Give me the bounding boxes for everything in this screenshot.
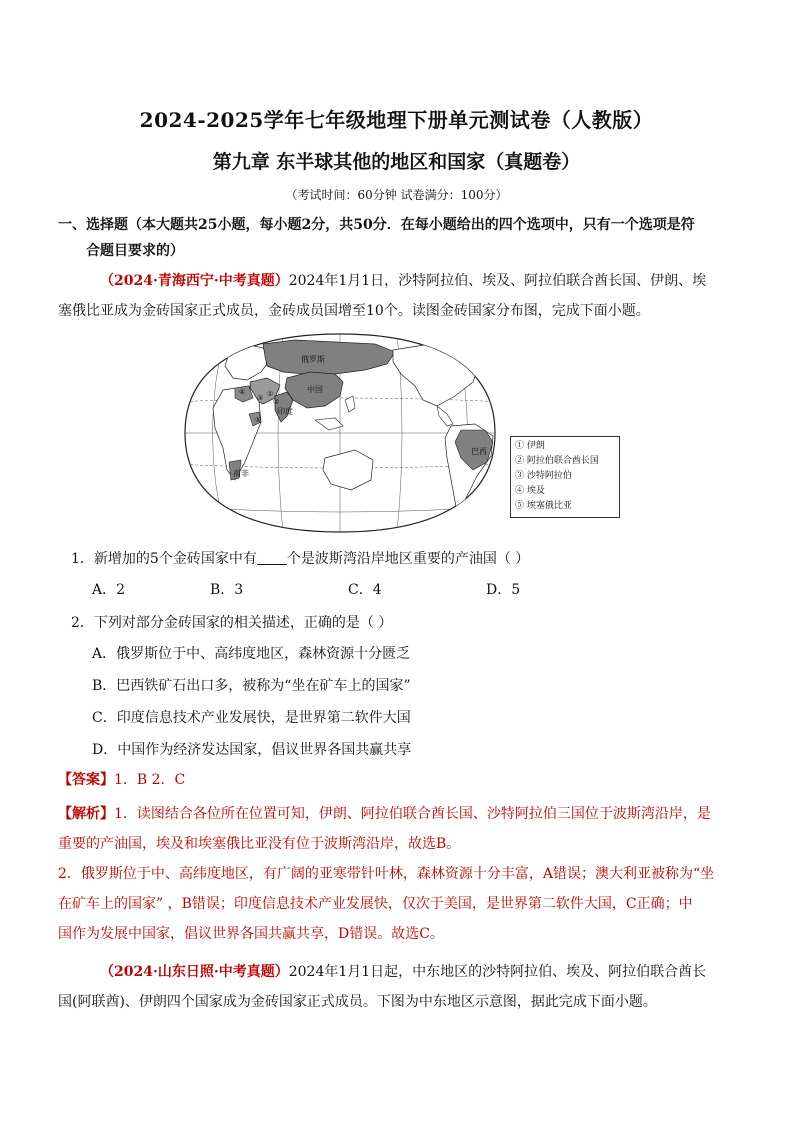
chapter-subtitle: 第九章 东半球其他的地区和国家（真题卷） [212, 151, 581, 173]
passage-text: 2024年1月1日，沙特阿拉伯、埃及、阿拉伯联合酋长国、伊朗、埃 [288, 273, 707, 289]
question-2: 2．下列对部分金砖国家的相关描述，正确的是（ ） [71, 615, 393, 631]
answer-text: 1．B 2．C [114, 772, 186, 788]
source-tag: （2024·山东日照·中考真题） [100, 964, 289, 980]
analysis-text: 2．俄罗斯位于中、高纬度地区，有广阔的亚寒带针叶林，森林资源十分丰富，A错误；澳大利亚被称为“坐 [58, 866, 715, 882]
passage-text: 2024年1月1日起，中东地区的沙特阿拉伯、埃及、阿拉伯联合酋长 [288, 964, 707, 980]
question-stem: 1．新增加的5个金砖国家中有 [71, 551, 257, 567]
label-south-africa: 南非 [233, 469, 249, 478]
q2-option-a: A．俄罗斯位于中、高纬度地区，森林资源十分匮乏 [92, 646, 411, 662]
question-1 [71, 548, 529, 570]
analysis-text: 在矿车上的国家” ，B错误；印度信息技术产业发展快，仅次于美国，是世界第二软件大国，C正确；中 [58, 896, 693, 912]
analysis [58, 799, 738, 949]
legend-item: ③ 沙特阿拉伯 [515, 471, 572, 481]
q1-option-b: B．3 [210, 582, 244, 598]
exam-info: （考试时间：60分钟 试卷满分：100分） [285, 188, 508, 202]
legend-item: ① 伊朗 [515, 441, 545, 451]
analysis-label: 【解析】 [58, 806, 114, 822]
section-heading-line2: 合题目要求的） [86, 243, 184, 259]
question-stem: 个是波斯湾沿岸地区重要的产油国（ ） [286, 551, 530, 567]
passage-1 [58, 266, 738, 326]
page-title: 2024-2025学年七年级地理下册单元测试卷（人教版） [139, 108, 654, 132]
legend-item: ④ 埃及 [515, 486, 545, 496]
analysis-text: 重要的产油国，埃及和埃塞俄比亚没有位于波斯湾沿岸，故选B。 [58, 836, 461, 852]
section-heading-line1: 一、选择题（本大题共25小题，每小题2分，共50分．在每小题给出的四个选项中，只有一个选项是符 [58, 217, 695, 233]
q1-option-d: D．5 [486, 582, 521, 598]
passage-2 [58, 957, 738, 1017]
svg-text:⑤: ⑤ [255, 416, 262, 424]
label-india: 印度 [277, 407, 293, 416]
brics-world-map [175, 330, 505, 536]
legend-item: ⑤ 埃塞俄比亚 [515, 501, 572, 511]
legend-item: ② 阿拉伯联合酋长国 [515, 456, 599, 466]
source-tag: （2024·青海西宁·中考真题） [100, 273, 289, 289]
analysis-text: 1．读图结合各位所在位置可知，伊朗、阿拉伯联合酋长国、沙特阿拉伯三国位于波斯湾沿岸，是 [114, 806, 711, 822]
answer-blank [257, 550, 287, 565]
svg-text:④: ④ [239, 388, 246, 396]
svg-text:③: ③ [257, 394, 264, 402]
label-russia: 俄罗斯 [301, 355, 325, 364]
svg-text:①: ① [267, 390, 274, 398]
q2-option-c: C．印度信息技术产业发展快，是世界第二软件大国 [92, 710, 411, 726]
q2-option-d: D．中国作为经济发达国家，倡议世界各国共赢共享 [92, 742, 412, 758]
q1-option-a: A．2 [92, 582, 126, 598]
passage-text: 国(阿联酋)、伊朗四个国家成为金砖国家正式成员。下图为中东地区示意图，据此完成下面小题。 [58, 994, 657, 1010]
map-legend [510, 436, 620, 518]
svg-text:②: ② [273, 398, 280, 406]
q2-option-b: B．巴西铁矿石出口多，被称为“坐在矿车上的国家” [92, 678, 411, 694]
answer-line [58, 765, 738, 795]
label-china: 中国 [307, 385, 323, 394]
analysis-text: 国作为发展中国家，倡议世界各国共赢共享，D错误。故选C。 [58, 926, 444, 942]
section-heading [58, 212, 738, 264]
passage-text: 塞俄比亚成为金砖国家正式成员，金砖成员国增至10个。读图金砖国家分布图，完成下面小题。 [58, 303, 650, 319]
label-brazil: 巴西 [471, 447, 487, 456]
q1-option-c: C．4 [348, 582, 382, 598]
answer-label: 【答案】 [58, 772, 114, 788]
